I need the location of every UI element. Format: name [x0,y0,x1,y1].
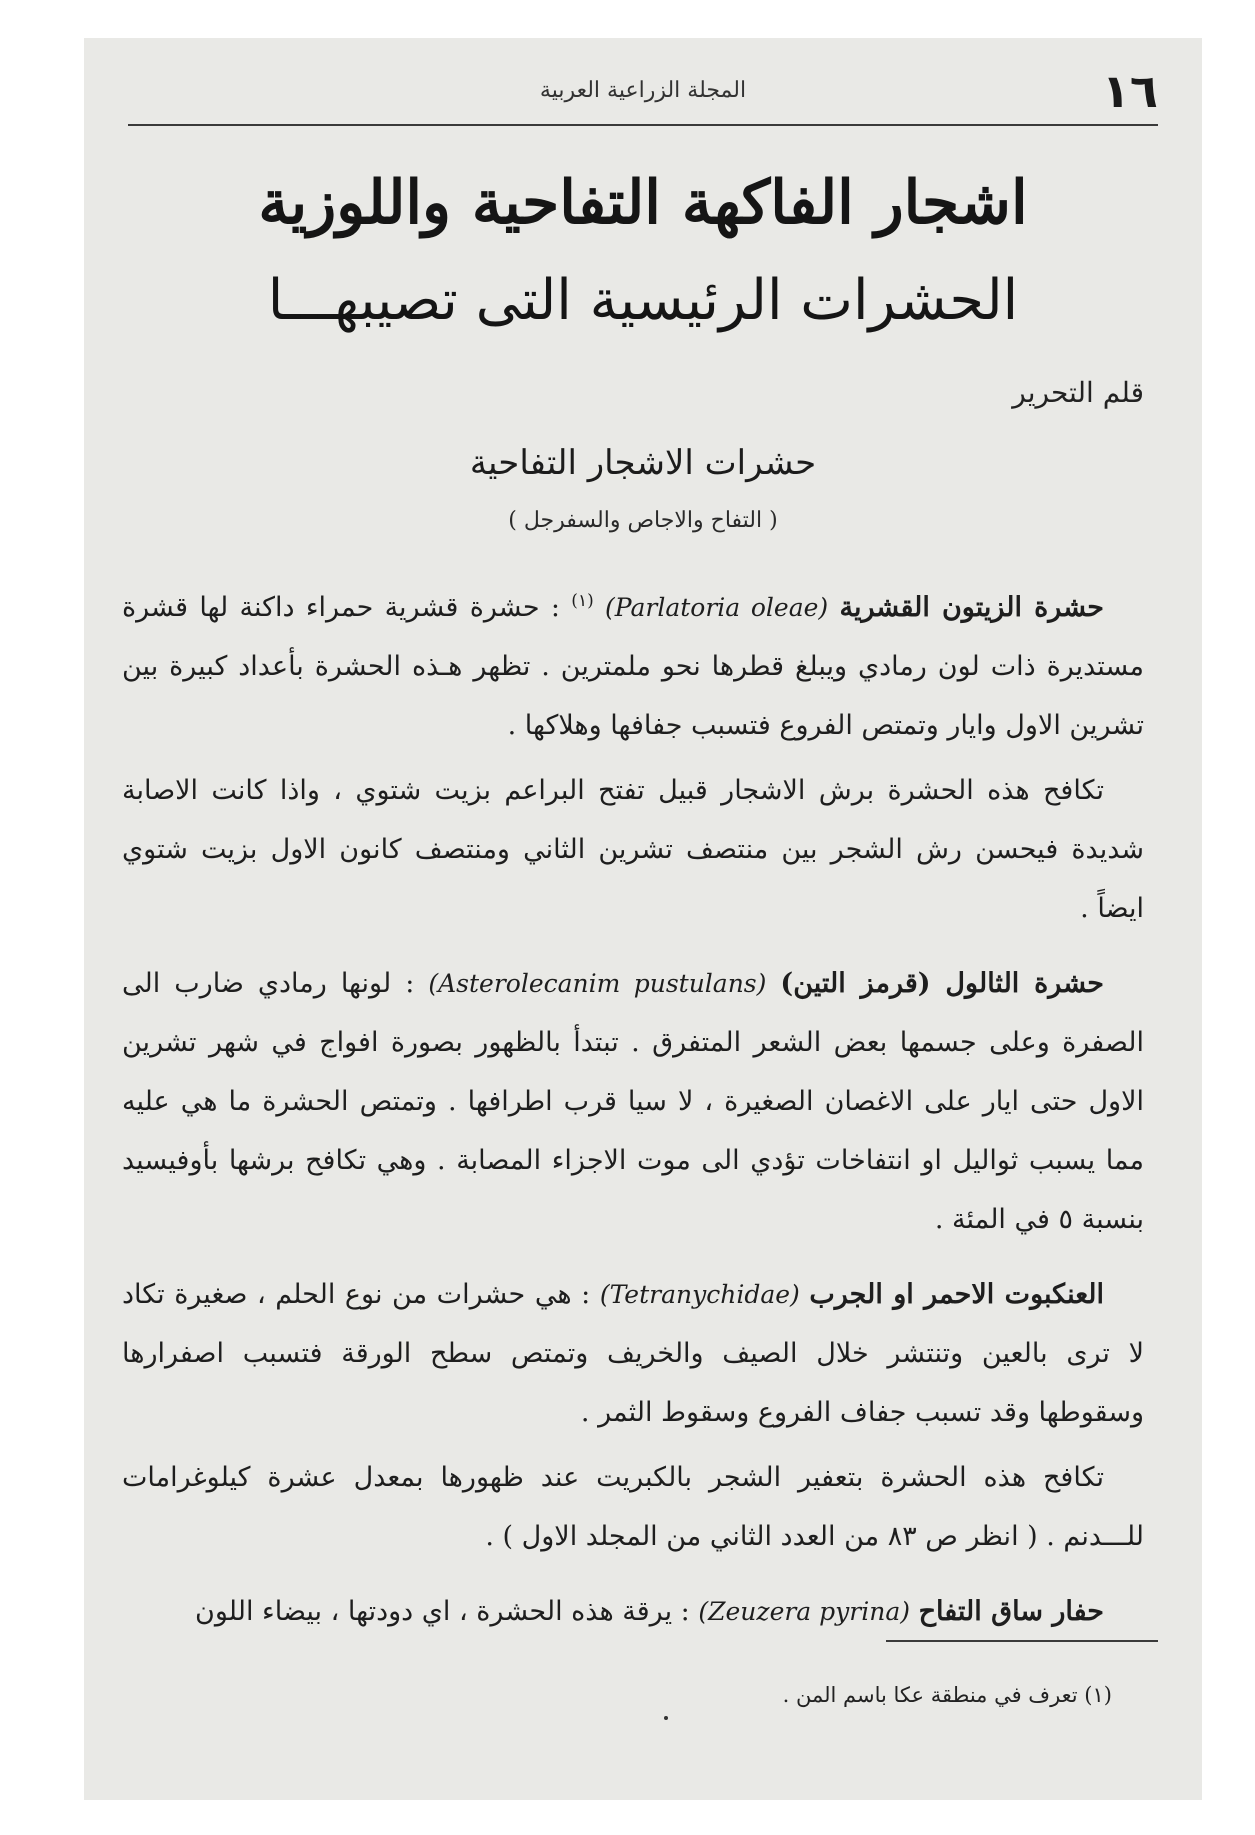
pest-name: حفار ساق التفاح [918,1596,1104,1627]
footnote-divider [886,1640,1158,1642]
scientific-name: (Tetranychidae) [599,1280,800,1309]
print-speck [664,1716,668,1720]
page-number: ١٦ [1101,64,1158,118]
footnote: (١) تعرف في منطقة عكا باسم المن . [782,1683,1112,1707]
paragraph-text: : يرقة هذه الحشرة ، اي دودتها ، بيضاء اللون [195,1596,690,1627]
scientific-name: (Asterolecanim pustulans) [428,969,767,998]
section-title: حشرات الاشجار التفاحية [469,443,817,483]
paragraph [122,578,1144,755]
journal-name: المجلة الزراعية العربية [539,78,747,103]
footnote-reference: (١) [571,591,594,611]
pest-name: العنكبوت الاحمر او الجرب [809,1279,1104,1310]
document-page [84,38,1202,1800]
paragraph-text: تكافح هذه الحشرة برش الاشجار قبيل تفتح البراعم بزيت شتوي ، واذا كانت الاصابة شديدة فيحسن رش الشجر بين منتصف تشرين الثاني ومنتصف كانون الاول بزيت شتوي ايضاً . [122,775,1144,924]
scientific-name: (Parlatoria oleae) [605,593,829,622]
paragraph [122,761,1144,938]
paragraph [122,1448,1144,1566]
paragraph [122,954,1144,1249]
article-body [122,578,1144,1647]
paragraph-text: : لونها رمادي ضارب الى الصفرة وعلى جسمها بعض الشعر المتفرق . تبتدأ بالظهور بصورة افواج في شهر تشرين الاول حتى ايار على الاغصان الصغيرة ، لا سيا قرب اطرافها . وتمتص الحشرة ما هي عليه مما يسبب ثواليل او انتفاخات تؤدي الى موت الاجزاء المصابة . وهي تكافح برشها بأوفيسيد بنسبة ٥ في المئة . [122,968,1144,1235]
scientific-name: (Zeuzera pyrina) [698,1597,910,1626]
paragraph-text: تكافح هذه الحشرة بتعفير الشجر بالكبريت عند ظهورها بمعدل عشرة كيلوغرامات للـــدنم . ( انظر ص ٨٣ من العدد الثاني من المجلد الاول ) . [122,1462,1144,1552]
byline: قلم التحرير [1012,376,1144,409]
pest-name: حشرة الثالول (قرمز التين) [780,968,1104,999]
pest-name: حشرة الزيتون القشرية [839,592,1104,623]
paragraph-text: : هي حشرات من نوع الحلم ، صغيرة تكاد لا ترى بالعين وتنتشر خلال الصيف والخريف وتمتص سطح الورقة فتسبب اصفرارها وسقوطها وقد تسبب جفاف الفروع وسقوط الثمر . [122,1279,1144,1428]
paragraph-text: : حشرة قشرية حمراء داكنة لها قشرة مستديرة ذات لون رمادي ويبلغ قطرها نحو ملمترين . تظهر هـذه الحشرة بأعداد كبيرة بين تشرين الاول وايار وتمتص الفروع فتسبب جفافها وهلاكها . [122,592,1144,741]
article-title: اشجار الفاكهة التفاحية واللوزية [258,168,1028,238]
paragraph [122,1582,1144,1641]
section-subtitle: ( التفاح والاجاص والسفرجل ) [508,508,778,533]
page-header [128,64,1158,126]
paragraph [122,1265,1144,1442]
article-subtitle: الحشرات الرئيسية التى تصيبهـــا [267,268,1019,333]
